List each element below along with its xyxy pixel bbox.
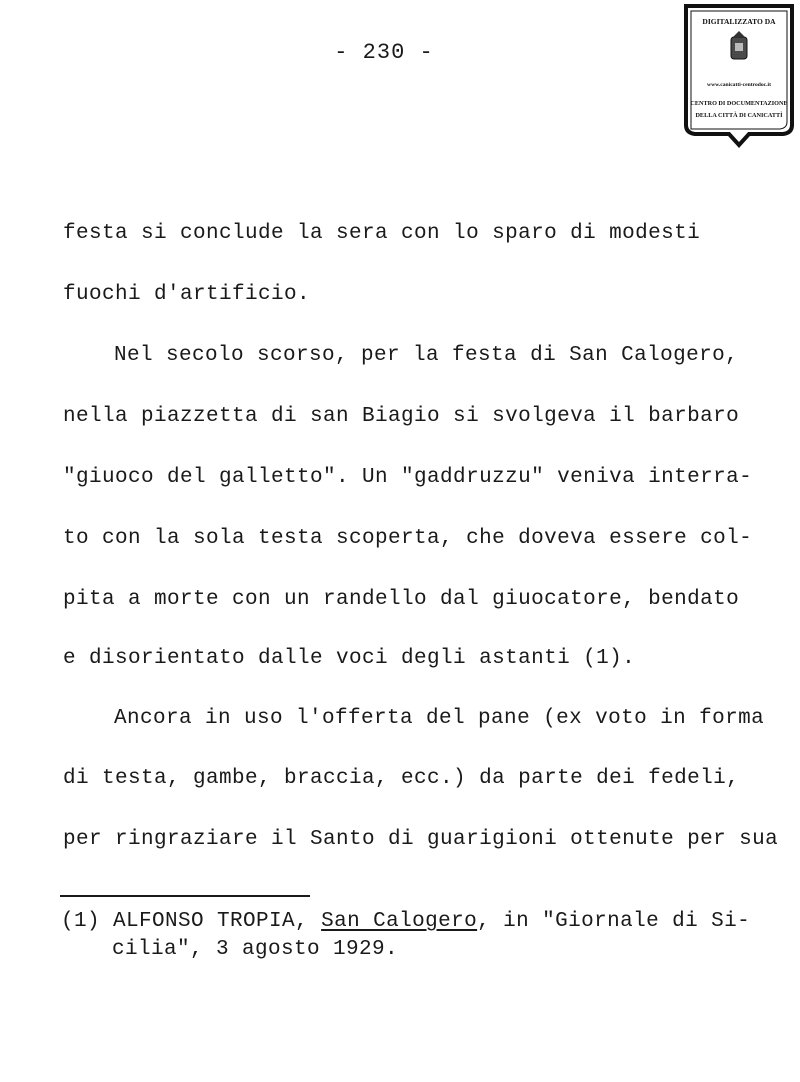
- stamp-org-line-2: DELLA CITTÀ DI CANICATTÌ: [695, 112, 783, 119]
- footnote-line-1: [61, 910, 750, 933]
- text-line: per ringraziare il Santo di guarigioni ottenute per sua: [63, 828, 779, 851]
- text-line: fuochi d'artificio.: [63, 283, 311, 306]
- stamp-title: DIGITALIZZATO DA: [702, 17, 776, 26]
- page-number: - 230 -: [334, 40, 434, 65]
- footnote-work-title: San Calogero: [321, 910, 478, 933]
- digitization-stamp: [683, 3, 795, 148]
- text-line: Ancora in uso l'offerta del pane (ex voto in forma: [114, 707, 765, 730]
- stamp-url: www.canicatti-centrodoc.it: [707, 82, 771, 88]
- text-line: pita a morte con un randello dal giuocatore, bendato: [63, 588, 740, 611]
- footnote-rest: , in "Giornale di Si-: [477, 910, 751, 933]
- text-line: di testa, gambe, braccia, ecc.) da parte dei fedeli,: [63, 767, 740, 790]
- footnote-marker: (1): [61, 910, 101, 933]
- text-line: festa si conclude la sera con lo sparo di modesti: [63, 222, 701, 245]
- footnote-author: ALFONSO TROPIA,: [113, 910, 309, 933]
- text-line: "giuoco del galletto". Un "gaddruzzu" veniva interra-: [63, 466, 753, 489]
- footnote-rule: [60, 895, 310, 897]
- footnote-line-2: cilia", 3 agosto 1929.: [112, 938, 399, 961]
- text-line: to con la sola testa scoperta, che doveva essere col-: [63, 527, 753, 550]
- stamp-org-line-1: CENTRO DI DOCUMENTAZIONE: [690, 100, 788, 107]
- text-line: e disorientato dalle voci degli astanti (1).: [63, 647, 636, 670]
- text-line: nella piazzetta di san Biagio si svolgeva il barbaro: [63, 405, 740, 428]
- text-line: Nel secolo scorso, per la festa di San Calogero,: [114, 344, 739, 367]
